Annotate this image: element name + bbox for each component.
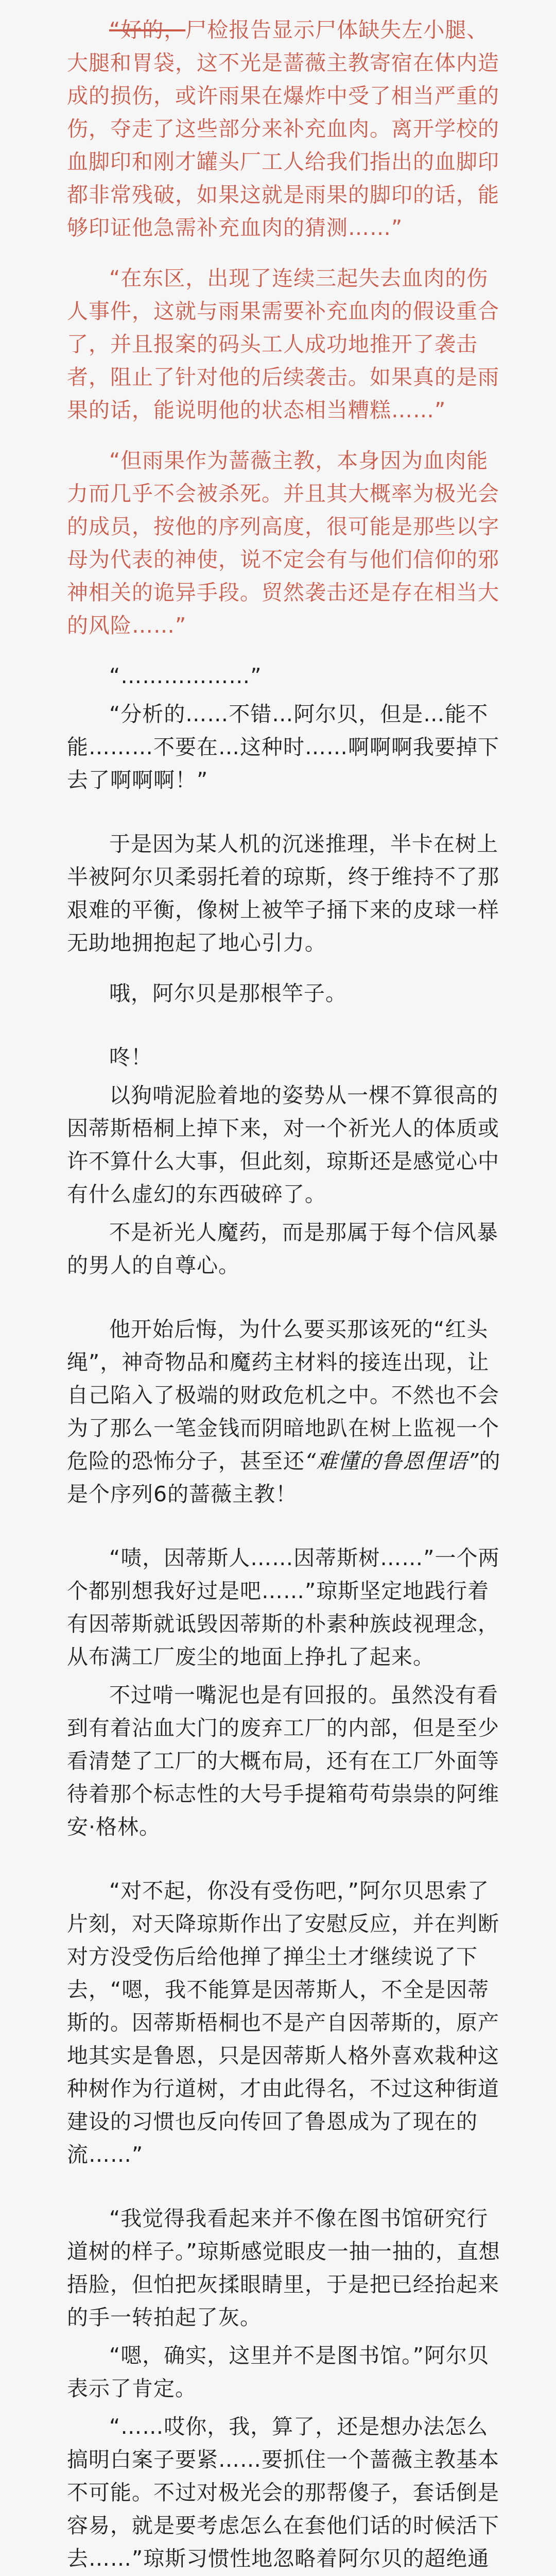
paragraph-text: 不过啃一嘴泥也是有回报的。虽然没有看到有着沾血大门的废弃工厂的内部，但是至少看清楚了工厂的大概布局，还有在工厂外面等待着那个标志性的大号手提箱苟苟祟祟的阿维安·格林。 bbox=[67, 1683, 499, 1839]
red-paragraph-east-district bbox=[67, 262, 509, 427]
paragraph-text: “分析的……不错…阿尔贝，但是…能不能………不要在…这种时……啊啊啊我要掉下去了啊啊啊！” bbox=[67, 702, 499, 792]
paragraph-confirm bbox=[67, 2339, 509, 2405]
paragraph-library bbox=[67, 2202, 509, 2334]
paragraph-balance bbox=[67, 827, 509, 959]
paragraph-plan bbox=[67, 2410, 509, 2576]
paragraph-text: 他开始后悔，为什么要买那该死的“红头绳”，神奇物品和魔药主材料的接连出现，让自己陷入了极端的财政危机之中。不然也不会为了那么一笔金钱而阴暗地趴在树上监视一个危险的恐怖分子，甚至还 bbox=[67, 1317, 499, 1473]
struck-text: “好的， bbox=[109, 18, 186, 42]
paragraph-text: “……哎你，我，算了，还是想办法怎么搞明白案子要紧……要抓住一个蔷薇主教基本不可能。不过对极光会的那帮傻子，套话倒是容易，就是要考虑怎么在套他们话的时候活下去……”琼斯习惯性地忽略着阿尔贝的超绝通 bbox=[67, 2414, 499, 2571]
paragraph-falling bbox=[67, 698, 509, 796]
paragraph-text: “但雨果作为蔷薇主教，本身因为血肉能力而几乎不会被杀死。并且其大概率为极光会的成员，按他的序列高度，很可能是那些以字母为代表的神使，说不定会有与他们信仰的邪神相关的诡异手段。贸然袭击还是存在相当大的风险……” bbox=[67, 448, 499, 638]
paragraph-intis bbox=[67, 1541, 509, 1673]
paragraph-text: “嗯，确实，这里并不是图书馆。”阿尔贝表示了肯定。 bbox=[67, 2343, 489, 2401]
paragraph-text: 于是因为某人机的沉迷推理，半卡在树上半被阿尔贝柔弱托着的琼斯，终于维持不了那艰难的平衡，像树上被竿子捅下来的皮球一样无助地拥抱起了地心引力。 bbox=[67, 832, 499, 955]
red-paragraph-risk bbox=[67, 444, 509, 642]
paragraph-text: 尸检报告显示尸体缺失左小腿、大腿和胃袋，这不光是蔷薇主教寄宿在体内造成的损伤，或许雨果在爆炸中受了相当严重的伤，夺走了这些部分来补充血肉。离开学校的血脚印和刚才罐头厂工人给我们指出的血脚印都非常残破，如果这就是雨果的脚印的话，能够印证他急需补充血肉的猜测……” bbox=[67, 18, 499, 240]
paragraph-regret bbox=[67, 1313, 509, 1511]
paragraph-pride bbox=[67, 1216, 509, 1282]
paragraph-text: “对不起，你没有受伤吧，”阿尔贝思索了片刻，对天降琼斯作出了安慰反应，并在判断对方没受伤后给他掸了掸尘土才继续说了下去，“嗯，我不能算是因蒂斯人，不全是因蒂斯的。因蒂斯梧桐也不是产自因蒂斯的，原产地其实是鲁恩，只是因蒂斯人格外喜欢栽种这种树作为行道树，才由此得名，不过这种街道建设的习惯也反向传回了鲁恩成为了现在的流……” bbox=[67, 1878, 499, 2167]
paragraph-text: 不是祈光人魔药，而是那属于每个信风暴的男人的自尊心。 bbox=[67, 1220, 498, 1278]
paragraph-text: “在东区，出现了连续三起失去血肉的伤人事件，这就与雨果需要补充血肉的假设重合了，并且报案的码头工人成功地推开了袭击者，阻止了针对他的后续袭击。如果真的是雨果的话，能说明他的状态相当糟糕……” bbox=[67, 266, 499, 422]
paragraph-text: 哦，阿尔贝是那根竿子。 bbox=[109, 981, 347, 1006]
paragraph-text: 的是个序列6的蔷薇主教！ bbox=[67, 1449, 501, 1506]
paragraph-ellipsis bbox=[67, 659, 509, 692]
paragraph-reward bbox=[67, 1679, 509, 1843]
paragraph-pole bbox=[67, 977, 509, 1010]
paragraph-apology bbox=[67, 1874, 509, 2171]
paragraph-text: 咚！ bbox=[109, 1045, 152, 1070]
italic-slang: “难懂的鲁恩俚语” bbox=[305, 1449, 479, 1473]
paragraph-text: “我觉得我看起来并不像在图书馆研究行道树的样子。”琼斯感觉眼皮一抽一抽的，直想捂脸，但怕把灰揉眼睛里，于是把已经抬起来的手一转拍起了灰。 bbox=[67, 2206, 500, 2330]
paragraph-thud bbox=[67, 1041, 509, 1074]
paragraph-text: “啧，因蒂斯人……因蒂斯树……”一个两个都别想我好过是吧……”琼斯坚定地践行着有因蒂斯就诋毁因蒂斯的朴素种族歧视理念，从布满工厂废尘的地面上挣扎了起来。 bbox=[67, 1546, 500, 1669]
paragraph-faceplant bbox=[67, 1079, 509, 1211]
paragraph-text: “………………” bbox=[109, 664, 262, 688]
red-paragraph-autopsy bbox=[67, 13, 509, 244]
paragraph-text: 以狗啃泥脸着地的姿势从一棵不算很高的因蒂斯梧桐上掉下来，对一个祈光人的体质或许不算什么大事，但此刻，琼斯还是感觉心中有什么虚幻的东西破碎了。 bbox=[67, 1083, 499, 1207]
